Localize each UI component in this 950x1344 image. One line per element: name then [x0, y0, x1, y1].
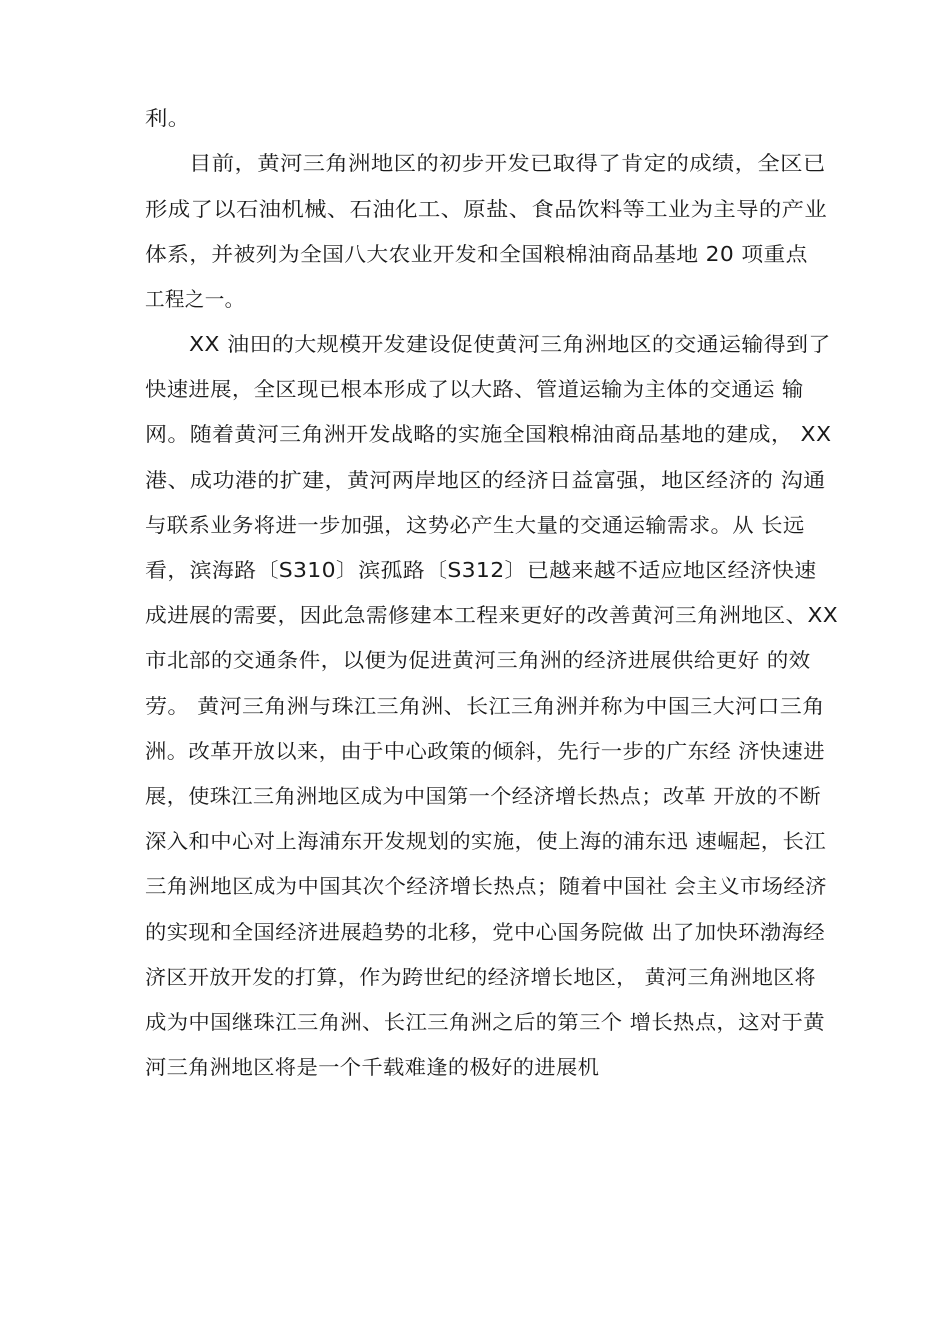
text-line: 展，使珠江三角洲地区成为中国第一个经济增长热点；改革 开放的不断 — [145, 784, 821, 808]
text-line: 利。 — [145, 106, 191, 130]
text-line: 形成了以石油机械、石油化工、原盐、食品饮料等工业为主导的产业 — [145, 197, 828, 221]
text-line: 市北部的交通条件，以便为促进黄河三角洲的经济进展供给更好 的效 — [145, 648, 811, 672]
text-line: 深入和中心对上海浦东开发规划的实施，使上海的浦东迅 速崛起，长江 — [145, 829, 826, 853]
text-line: 济区开放开发的打算，作为跨世纪的经济增长地区， 黄河三角洲地区将 — [145, 965, 816, 989]
text-line: 快速进展，全区现已根本形成了以大路、管道运输为主体的交通运 输 — [145, 377, 804, 401]
text-line: 目前，黄河三角洲地区的初步开发已取得了肯定的成绩，全区已 — [189, 151, 826, 175]
text-line: 成进展的需要，因此急需修建本工程来更好的改善黄河三角洲地区、XX — [145, 603, 839, 627]
text-line: 成为中国继珠江三角洲、长江三角洲之后的第三个 增长热点，这对于黄 — [145, 1010, 825, 1034]
text-line: 河三角洲地区将是一个千载难逢的极好的进展机 — [145, 1055, 600, 1079]
text-line: 劳。 黄河三角洲与珠江三角洲、长江三角洲并称为中国三大河口三角 — [145, 694, 825, 718]
text-line: 网。随着黄河三角洲开发战略的实施全国粮棉油商品基地的建成， XX — [145, 422, 832, 446]
text-line: 港、成功港的扩建，黄河两岸地区的经济日益富强，地区经济的 沟通 — [145, 468, 826, 492]
text-line: 与联系业务将进一步加强，这势必产生大量的交通运输需求。从 长远 — [145, 513, 805, 537]
text-line: 看，滨海路〔S310〕滨孤路〔S312〕已越来越不适应地区经济快速 — [145, 558, 817, 582]
text-line: XX 油田的大规模开发建设促使黄河三角洲地区的交通运输得到了 — [189, 332, 831, 356]
text-line: 三角洲地区成为中国其次个经济增长热点；随着中国社 会主义市场经济 — [145, 874, 827, 898]
text-line: 的实现和全国经济进展趋势的北移，党中心国务院做 出了加快环渤海经 — [145, 920, 825, 944]
text-line: 工程之一。 — [145, 287, 245, 311]
text-line: 洲。改革开放以来，由于中心政策的倾斜，先行一步的广东经 济快速进 — [145, 739, 825, 763]
text-line: 体系，并被列为全国八大农业开发和全国粮棉油商品基地 20 项重点 — [145, 242, 808, 266]
